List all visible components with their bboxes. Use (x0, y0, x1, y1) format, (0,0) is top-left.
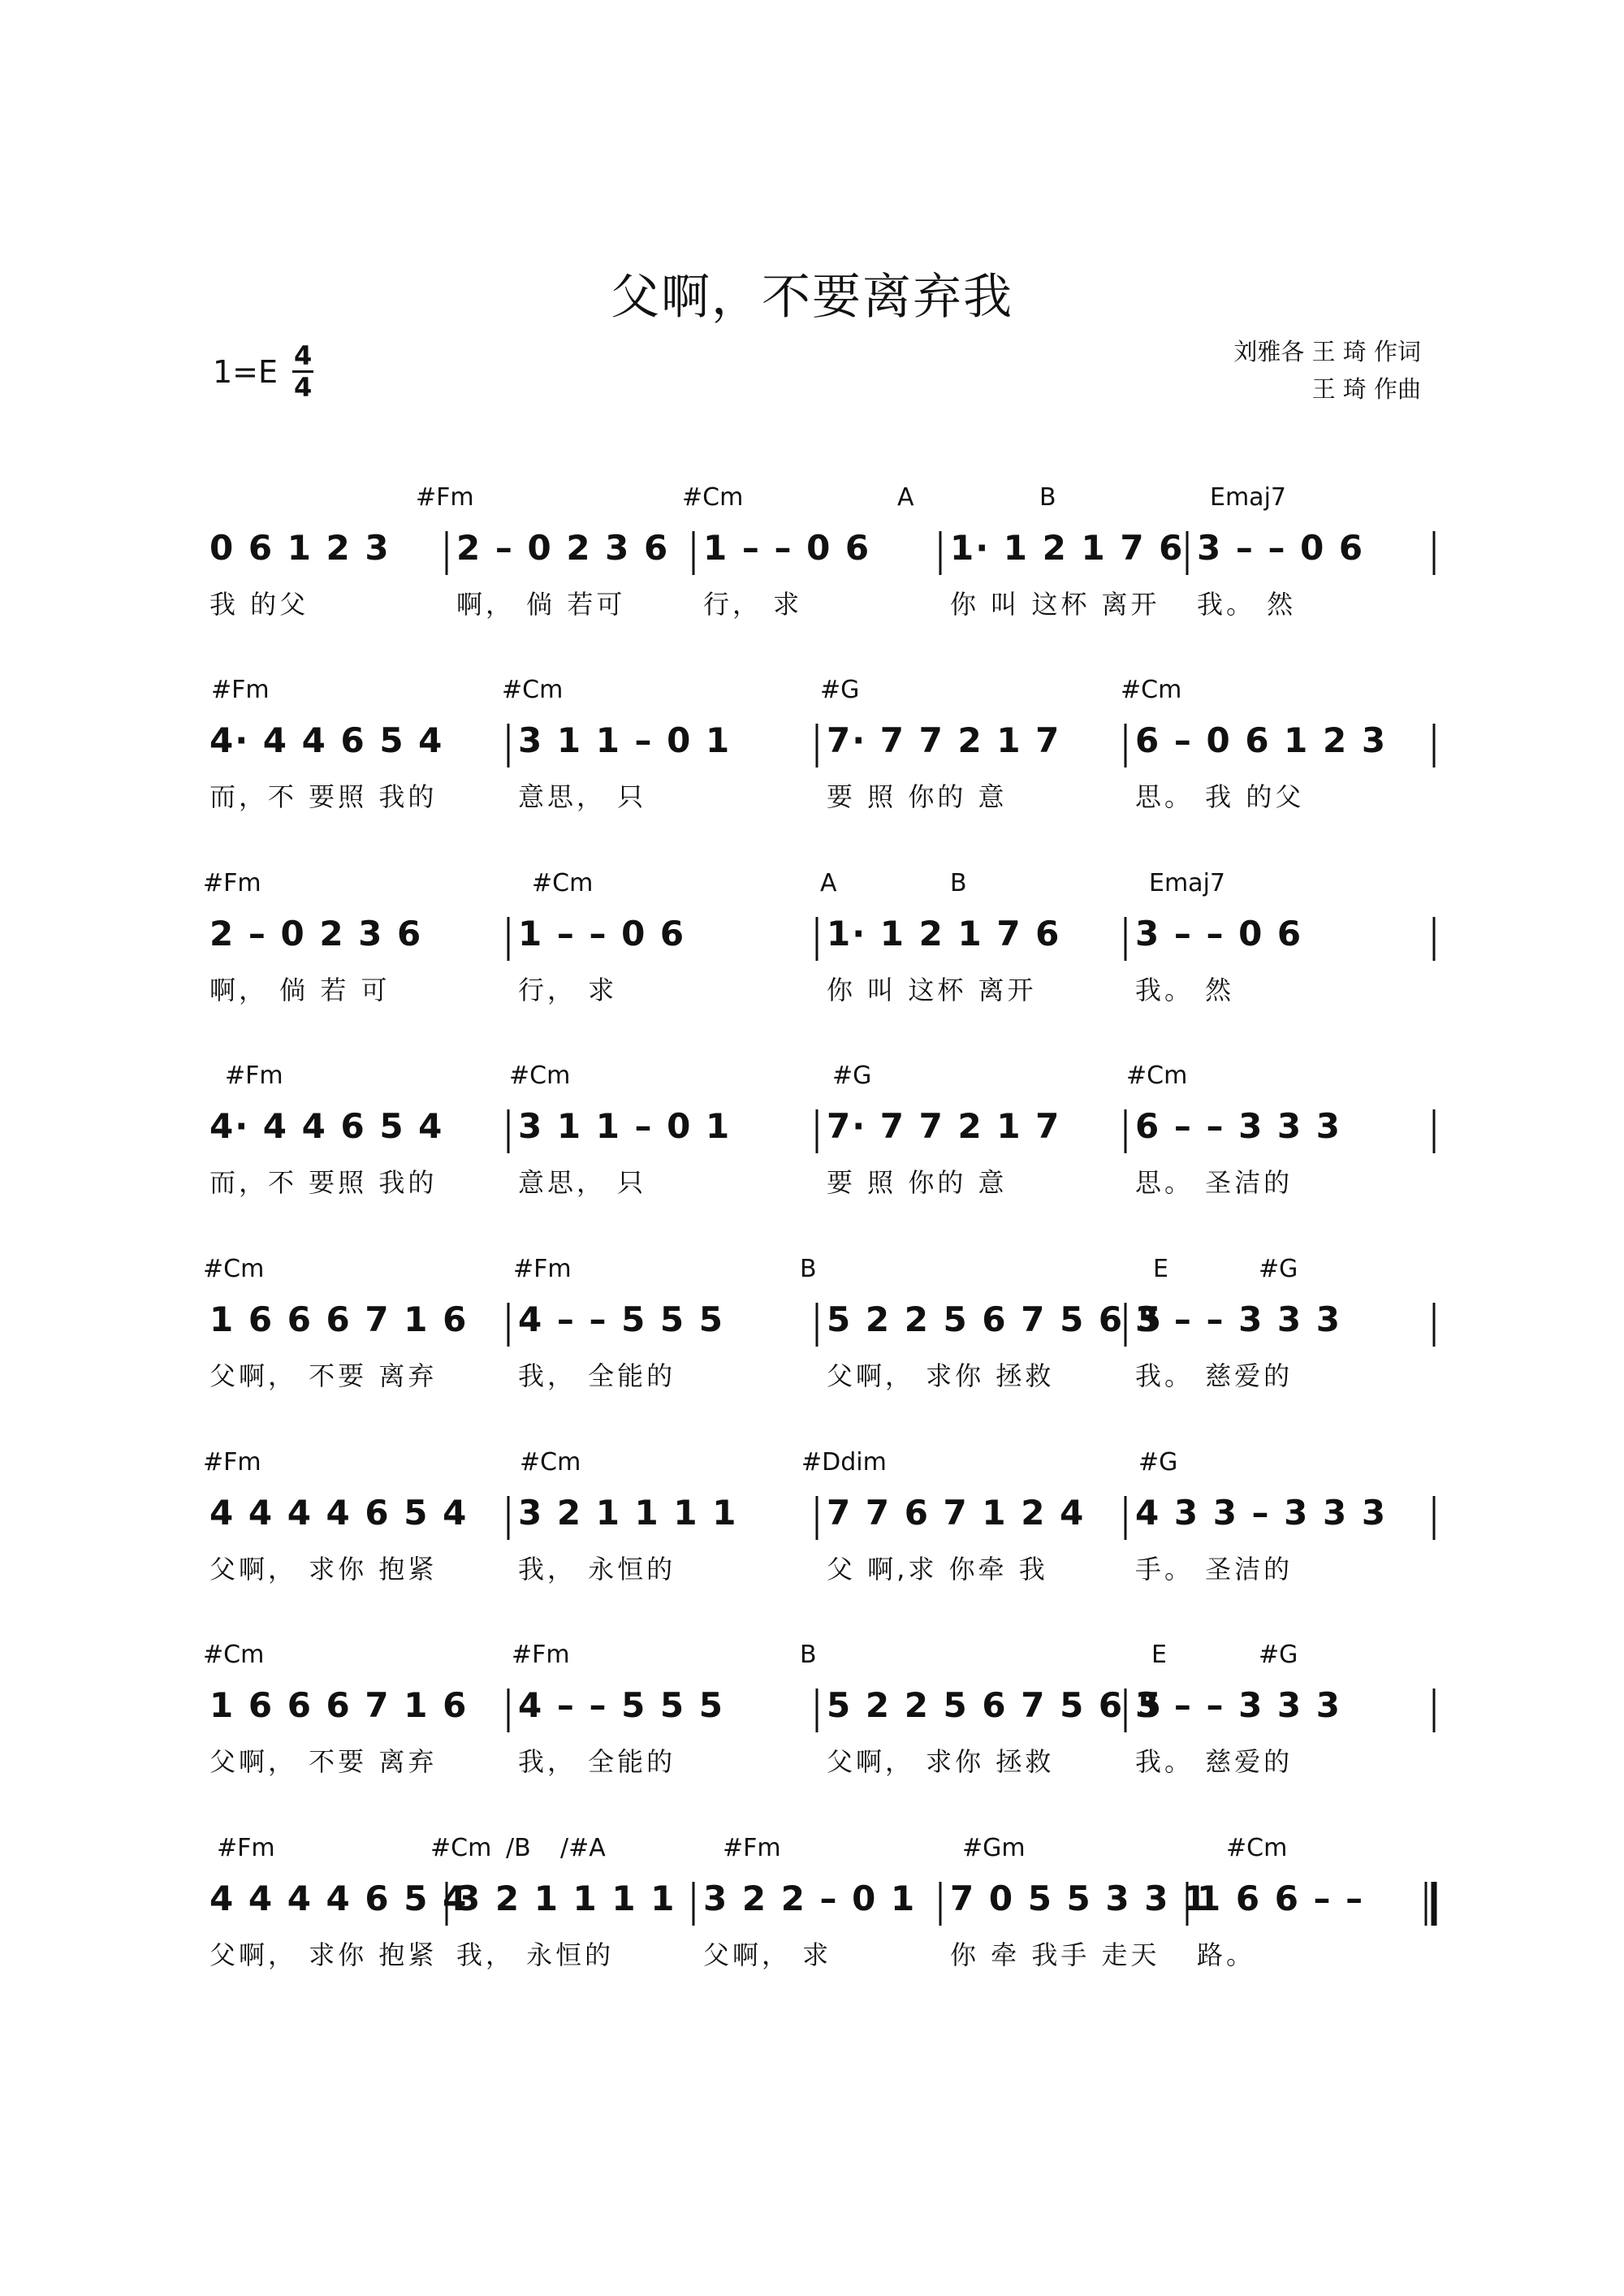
lyric-segment: 我。 慈爱的 (1135, 1360, 1294, 1391)
key-label: 1=E (213, 353, 279, 390)
score-line (203, 1255, 1437, 1417)
chord-symbol: #Cm (682, 483, 744, 512)
chord-symbol: #Fm (723, 1834, 781, 1862)
chord-symbol: #Fm (225, 1062, 283, 1090)
chord-row (203, 1448, 1437, 1484)
chord-symbol: Emaj7 (1210, 483, 1286, 512)
lyric-row (203, 1356, 1437, 1393)
lyric-segment: 你 叫 这杯 离开 (827, 975, 1037, 1005)
lyric-row (203, 970, 1437, 1007)
measure: 1· 1 2 1 7 6 (950, 528, 1185, 568)
lyric-segment: 手。 圣洁的 (1135, 1554, 1294, 1585)
lyric-segment: 啊， 倘 若可 (456, 589, 626, 620)
measure: 7 7 6 7 1 2 4 (827, 1493, 1086, 1533)
chord-row (203, 1062, 1437, 1097)
score-line (203, 1448, 1437, 1611)
measure: 1· 1 2 1 7 6 (827, 914, 1061, 953)
lyricist-credit: 刘雅各 王 琦 作词 (1233, 338, 1421, 365)
lyric-row (203, 776, 1437, 814)
notation-row (203, 1299, 1437, 1351)
chord-symbol: A (820, 869, 837, 897)
chord-row (203, 483, 1437, 519)
measure: 7· 7 7 2 1 7 (827, 1106, 1061, 1146)
measure: 6 – 0 6 1 2 3 (1135, 720, 1388, 760)
lyric-segment: 我， 全能的 (518, 1360, 676, 1391)
song-title: 父啊，不要离弃我 (611, 269, 1013, 326)
notation-row (203, 1879, 1437, 1931)
measure: 4 – – 5 5 5 (518, 1299, 725, 1339)
key-signature (213, 341, 313, 402)
score-line (203, 1062, 1437, 1224)
chord-row (203, 676, 1437, 711)
chord-symbol: #Cm (532, 869, 594, 897)
score-line (203, 1834, 1437, 1996)
measure: 4· 4 4 6 5 4 (209, 720, 444, 760)
lyric-segment: 意思， 只 (518, 781, 647, 812)
chord-symbol: E (1151, 1641, 1167, 1669)
lyric-segment: 我， 永恒的 (518, 1554, 676, 1585)
notation-row (203, 528, 1437, 580)
lyric-segment: 父啊， 不要 离弃 (209, 1746, 438, 1777)
chord-row (203, 1255, 1437, 1291)
measure: 7· 7 7 2 1 7 (827, 720, 1061, 760)
chord-symbol: #Cm (1226, 1834, 1288, 1862)
measure: 4 – – 5 5 5 (518, 1685, 725, 1725)
chord-symbol: #Gm (962, 1834, 1026, 1862)
lyric-segment: 我。 然 (1135, 975, 1235, 1005)
measure: 1 – – 0 6 (518, 914, 686, 953)
measure: 2 – 0 2 3 6 (456, 528, 670, 568)
lyric-segment: 行， 求 (518, 975, 618, 1005)
chord-symbol: #G (1259, 1255, 1298, 1283)
lyric-segment: 我。 然 (1197, 589, 1297, 620)
notation-row (203, 1685, 1437, 1737)
chord-symbol: Emaj7 (1149, 869, 1225, 897)
chord-symbol: B (800, 1641, 817, 1669)
chord-symbol: #Fm (416, 483, 474, 512)
lyric-segment: 思。 圣洁的 (1135, 1167, 1294, 1198)
score-line (203, 483, 1437, 646)
measure: 3 – – 3 3 3 (1135, 1685, 1342, 1725)
notation-row (203, 1106, 1437, 1158)
chord-symbol: #Fm (203, 1448, 261, 1477)
chord-symbol: /#A (560, 1834, 606, 1862)
credits (1233, 333, 1421, 408)
chord-symbol: A (897, 483, 914, 512)
lyric-row (203, 1162, 1437, 1200)
measure: 2 – 0 2 3 6 (209, 914, 423, 953)
lyric-segment: 我， 全能的 (518, 1746, 676, 1777)
chord-symbol: #G (820, 676, 860, 704)
chord-symbol: /B (506, 1834, 531, 1862)
measure: 5 2 2 5 6 7 5 6 5 (827, 1299, 1163, 1339)
notation-row (203, 720, 1437, 772)
score-line (203, 1641, 1437, 1803)
measure: 4· 4 4 6 5 4 (209, 1106, 444, 1146)
chord-symbol: B (1039, 483, 1056, 512)
chord-symbol: B (950, 869, 967, 897)
measure: 1 6 6 – – (1197, 1879, 1365, 1918)
measure: 6 – – 3 3 3 (1135, 1106, 1342, 1146)
lyric-segment: 思。 我 的父 (1135, 781, 1305, 812)
lyric-segment: 要 照 你的 意 (827, 781, 1008, 812)
measure: 4 4 4 4 6 5 4 (209, 1879, 469, 1918)
lyric-row (203, 1741, 1437, 1779)
measure: 3 – – 3 3 3 (1135, 1299, 1342, 1339)
chord-symbol: #Cm (430, 1834, 492, 1862)
measure: 1 – – 0 6 (703, 528, 871, 568)
lyric-segment: 路。 (1197, 1939, 1256, 1970)
chord-symbol: #Cm (203, 1255, 265, 1283)
measure: 3 1 1 – 0 1 (518, 1106, 732, 1146)
lyric-segment: 意思， 只 (518, 1167, 647, 1198)
chord-row (203, 1641, 1437, 1676)
chord-symbol: #Cm (520, 1448, 581, 1477)
lyric-segment: 我。 慈爱的 (1135, 1746, 1294, 1777)
measure: 4 3 3 – 3 3 3 (1135, 1493, 1388, 1533)
chord-symbol: #Cm (1126, 1062, 1188, 1090)
lyric-segment: 父啊， 求你 抱紧 (209, 1939, 438, 1970)
notation-row (203, 914, 1437, 966)
notation-row (203, 1493, 1437, 1545)
measure: 0 6 1 2 3 (209, 528, 391, 568)
lyric-segment: 父啊， 求 (703, 1939, 832, 1970)
chord-symbol: #Cm (203, 1641, 265, 1669)
measure: 3 1 1 – 0 1 (518, 720, 732, 760)
time-signature-bottom: 4 (293, 372, 313, 403)
lyric-segment: 我 的父 (209, 589, 309, 620)
lyric-segment: 父啊， 不要 离弃 (209, 1360, 438, 1391)
lyric-row (203, 1935, 1437, 1972)
lyric-segment: 我， 永恒的 (456, 1939, 615, 1970)
lyric-segment: 啊， 倘 若 可 (209, 975, 391, 1005)
score-line (203, 676, 1437, 838)
lyric-segment: 你 牵 我手 走天 (950, 1939, 1160, 1970)
lyric-segment: 父啊， 求你 抱紧 (209, 1554, 438, 1585)
chord-symbol: E (1153, 1255, 1168, 1283)
lyric-segment: 而，不 要照 我的 (209, 1167, 438, 1198)
chord-symbol: #Cm (509, 1062, 571, 1090)
measure: 3 2 1 1 1 1 (518, 1493, 738, 1533)
measure: 3 – – 0 6 (1197, 528, 1365, 568)
time-signature-top: 4 (293, 340, 313, 371)
chord-symbol: #Fm (203, 869, 261, 897)
chord-symbol: B (800, 1255, 817, 1283)
lyric-segment: 行， 求 (703, 589, 803, 620)
lyric-segment: 要 照 你的 意 (827, 1167, 1008, 1198)
score-line (203, 869, 1437, 1031)
lyric-segment: 而，不 要照 我的 (209, 781, 438, 812)
measure: 5 2 2 5 6 7 5 6 5 (827, 1685, 1163, 1725)
measure: 3 2 2 – 0 1 (703, 1879, 917, 1918)
measure: 7 0 5 5 3 3 1 (950, 1879, 1209, 1918)
chord-symbol: #G (1259, 1641, 1298, 1669)
lyric-row (203, 584, 1437, 621)
chord-row (203, 1834, 1437, 1870)
lyric-row (203, 1549, 1437, 1586)
measure: 1 6 6 6 7 1 6 (209, 1299, 469, 1339)
measure: 3 2 1 1 1 1 (456, 1879, 676, 1918)
lyric-segment: 父 啊,求 你牵 我 (827, 1554, 1048, 1585)
measure: 4 4 4 4 6 5 4 (209, 1493, 469, 1533)
lyric-segment: 父啊， 求你 拯救 (827, 1746, 1055, 1777)
lyric-segment: 你 叫 这杯 离开 (950, 589, 1160, 620)
chord-symbol: #Ddim (801, 1448, 887, 1477)
time-signature (292, 341, 313, 402)
chord-symbol: #Fm (211, 676, 270, 704)
measure: 1 6 6 6 7 1 6 (209, 1685, 469, 1725)
chord-symbol: #Fm (513, 1255, 572, 1283)
chord-symbol: #G (1138, 1448, 1178, 1477)
lyric-segment: 父啊， 求你 拯救 (827, 1360, 1055, 1391)
chord-row (203, 869, 1437, 905)
chord-symbol: #Cm (1121, 676, 1182, 704)
composer-credit: 王 琦 作曲 (1311, 375, 1421, 403)
chord-symbol: #Fm (512, 1641, 570, 1669)
chord-symbol: #Cm (502, 676, 564, 704)
chord-symbol: #Fm (217, 1834, 275, 1862)
chord-symbol: #G (832, 1062, 872, 1090)
measure: 3 – – 0 6 (1135, 914, 1303, 953)
